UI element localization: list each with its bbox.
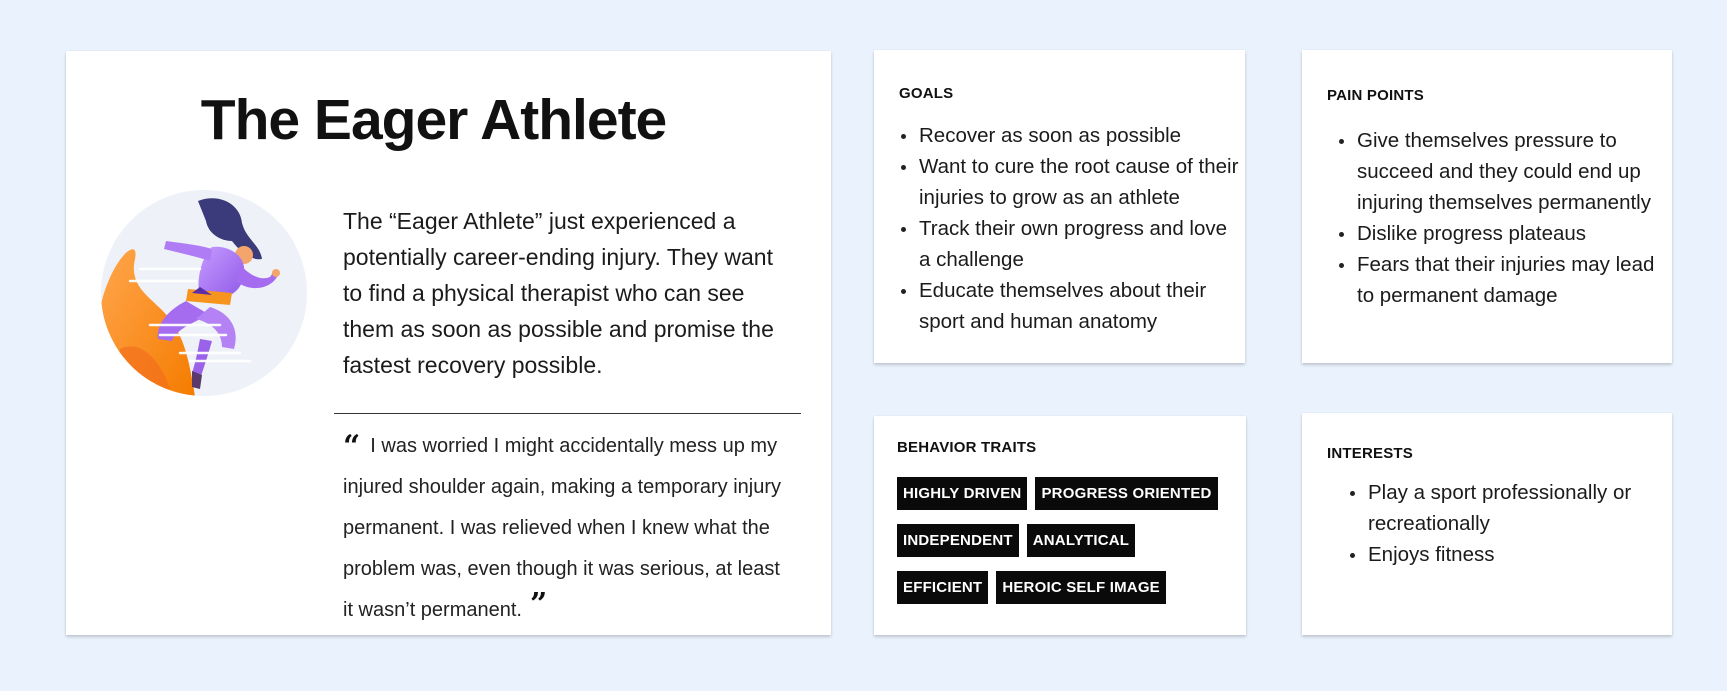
list-item: Enjoys fitness (1348, 539, 1648, 570)
open-quote-icon: “ (343, 429, 361, 464)
list-item: Give themselves pressure to succeed and they could end up injuring themselves permanently (1337, 125, 1657, 218)
avatar (100, 189, 308, 397)
tag-row (897, 477, 1237, 510)
list-item: Dislike progress plateaus (1337, 218, 1657, 249)
close-quote-icon: ” (529, 587, 548, 622)
trait-tag: HEROIC SELF IMAGE (996, 571, 1166, 604)
persona-quote (343, 426, 783, 631)
list-item: Recover as soon as possible (899, 120, 1239, 151)
trait-tags (897, 477, 1237, 618)
quote-text: I was worried I might accidentally mess up my injured shoulder again, making a temporary injury permanent. I was relieved when I knew what the problem was, even though it was serious, at least it wasn’t permanent. (343, 435, 782, 621)
tag-row (897, 524, 1237, 557)
pain-points-card (1302, 50, 1672, 363)
persona-card (66, 51, 831, 635)
tag-row (897, 571, 1237, 604)
trait-tag: INDEPENDENT (897, 524, 1019, 557)
trait-tag: PROGRESS ORIENTED (1035, 477, 1217, 510)
behavior-traits-card (874, 416, 1246, 635)
goals-heading: GOALS (899, 85, 954, 102)
list-item: Play a sport professionally or recreationally (1348, 477, 1648, 539)
goals-card (874, 50, 1245, 363)
list-item: Fears that their injuries may lead to permanent damage (1337, 249, 1657, 311)
interests-heading: INTERESTS (1327, 445, 1413, 462)
trait-tag: ANALYTICAL (1027, 524, 1135, 557)
behavior-traits-heading: BEHAVIOR TRAITS (897, 439, 1037, 456)
trait-tag: EFFICIENT (897, 571, 988, 604)
interests-card (1302, 413, 1672, 635)
list-item: Want to cure the root cause of their injuries to grow as an athlete (899, 151, 1239, 213)
divider (334, 413, 801, 414)
pain-points-list (1337, 125, 1657, 311)
persona-description: The “Eager Athlete” just experienced a potentially career-ending injury. They want to find a physical therapist who can see them as soon as possible and promise the fastest recovery possible. (343, 208, 774, 378)
pain-points-heading: PAIN POINTS (1327, 87, 1424, 104)
list-item: Track their own progress and love a challenge (899, 213, 1239, 275)
trait-tag: HIGHLY DRIVEN (897, 477, 1027, 510)
list-item: Educate themselves about their sport and human anatomy (899, 275, 1239, 337)
persona-title: The Eager Athlete (200, 88, 667, 152)
running-athlete-illustration-icon (100, 189, 308, 397)
interests-list (1348, 477, 1648, 570)
goals-list (899, 120, 1239, 337)
